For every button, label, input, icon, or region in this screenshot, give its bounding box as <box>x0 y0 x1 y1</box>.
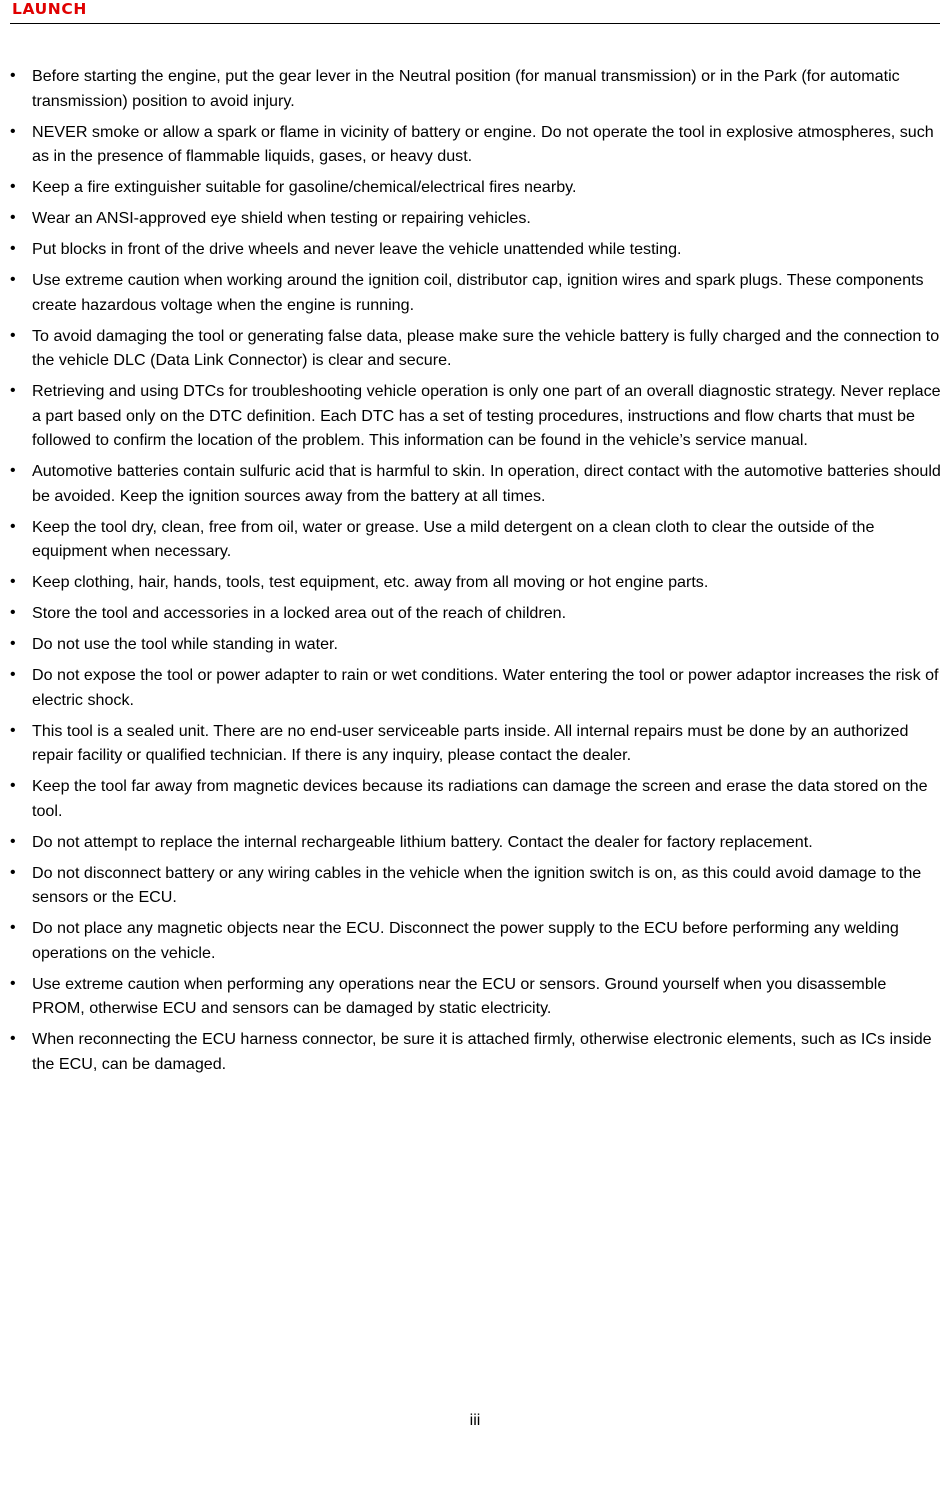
bullet-icon: • <box>10 240 16 257</box>
bullet-icon: • <box>10 832 16 850</box>
page-header <box>10 0 940 24</box>
list-item-text: Retrieving and using DTCs for troubleshooting vehicle operation is only one part of an overall diagnostic strategy. Never replace a part based only on the DTC definition. Each DTC has a set of testing procedures, instructions and flow charts that must be followed to confirm the location of the problem. This information can be found in the vehicle’s service manual. <box>32 382 941 449</box>
list-item-text: Do not disconnect battery or any wiring cables in the vehicle when the ignition switch is on, as this could avoid damage to the sensors or the ECU. <box>32 863 922 906</box>
bullet-icon: • <box>10 777 16 794</box>
list-item-text: Keep clothing, hair, hands, tools, test equipment, etc. away from all moving or hot engine parts. <box>32 573 709 591</box>
list-item-text: Do not use the tool while standing in water. <box>32 635 338 653</box>
list-item-text: Keep the tool far away from magnetic devices because its radiations can damage the screen and erase the data stored on the tool. <box>32 777 928 820</box>
bullet-icon: • <box>10 1030 16 1047</box>
list-item <box>9 459 941 508</box>
list-item <box>9 719 941 768</box>
list-item-text: NEVER smoke or allow a spark or flame in vicinity of battery or engine. Do not operate the tool in explosive atmospheres, such as in the presence of flammable liquids, gases, or heavy dust. <box>32 122 934 165</box>
list-item-text: Keep a fire extinguisher suitable for gasoline/chemical/electrical fires nearby. <box>32 178 577 196</box>
list-item-text: Use extreme caution when performing any operations near the ECU or sensors. Ground yourself when you disassemble PROM, otherwise ECU and sensors can be damaged by static electricity. <box>32 974 887 1017</box>
bullet-icon: • <box>10 919 16 936</box>
bullet-icon: • <box>10 122 16 140</box>
bullet-icon: • <box>10 271 16 288</box>
list-item <box>9 972 941 1021</box>
list-item <box>9 601 941 626</box>
list-item-text: Put blocks in front of the drive wheels and never leave the vehicle unattended while testing. <box>32 240 682 258</box>
bullet-icon: • <box>10 517 16 535</box>
list-item <box>9 64 941 113</box>
list-item <box>9 324 941 373</box>
bullet-icon: • <box>10 209 16 226</box>
list-item-text: Store the tool and accessories in a locked area out of the reach of children. <box>32 604 567 622</box>
list-item-text: When reconnecting the ECU harness connector, be sure it is attached firmly, otherwise electronic elements, such as ICs inside the ECU, can be damaged. <box>32 1030 932 1073</box>
list-item <box>9 379 941 453</box>
bullet-icon: • <box>10 863 16 881</box>
list-item-text: This tool is a sealed unit. There are no end-user serviceable parts inside. All internal repairs must be done by an authorized repair facility or qualified technician. If there is any inquiry, please contact the dealer. <box>32 721 909 764</box>
list-item-text: Automotive batteries contain sulfuric acid that is harmful to skin. In operation, direct contact with the automotive batteries should be avoided. Keep the ignition sources away from the battery at all times. <box>32 462 941 505</box>
list-item <box>9 916 941 965</box>
bullet-icon: • <box>10 573 16 590</box>
page-number: iii <box>469 1412 481 1429</box>
list-item <box>9 1027 941 1076</box>
list-item-text: Do not attempt to replace the internal rechargeable lithium battery. Contact the dealer for factory replacement. <box>32 832 813 851</box>
list-item-text: Before starting the engine, put the gear lever in the Neutral position (for manual transmission) or in the Park (for automatic transmission) position to avoid injury. <box>32 67 900 110</box>
list-item-text: Do not expose the tool or power adapter to rain or wet conditions. Water entering the tool or power adaptor increases the risk of electric shock. <box>32 666 939 709</box>
list-item <box>9 570 941 595</box>
bullet-icon: • <box>10 462 16 479</box>
list-item <box>9 268 941 317</box>
list-item <box>9 861 941 910</box>
bullet-icon: • <box>10 974 16 992</box>
bullet-icon: • <box>10 326 16 344</box>
bullet-icon: • <box>10 721 16 739</box>
list-item <box>9 237 941 262</box>
bullet-icon: • <box>10 604 16 621</box>
bullet-icon: • <box>10 635 16 652</box>
list-item <box>9 206 941 231</box>
safety-precautions-list <box>9 64 941 1083</box>
list-item-text: Do not place any magnetic objects near the ECU. Disconnect the power supply to the ECU before performing any welding operations on the vehicle. <box>32 919 899 962</box>
list-item <box>9 663 941 712</box>
list-item <box>9 774 941 823</box>
list-item <box>9 515 941 564</box>
list-item-text: Keep the tool dry, clean, free from oil, water or grease. Use a mild detergent on a clean cloth to clear the outside of the equipment when necessary. <box>32 517 875 560</box>
list-item-text: To avoid damaging the tool or generating false data, please make sure the vehicle battery is fully charged and the connection to the vehicle DLC (Data Link Connector) is clear and secure. <box>32 326 940 369</box>
bullet-icon: • <box>10 382 16 399</box>
bullet-icon: • <box>10 666 16 683</box>
list-item <box>9 120 941 169</box>
list-item <box>9 830 941 855</box>
list-item-text: Wear an ANSI-approved eye shield when testing or repairing vehicles. <box>32 209 531 227</box>
bullet-icon: • <box>10 67 16 84</box>
list-item-text: Use extreme caution when working around the ignition coil, distributor cap, ignition wires and spark plugs. These components create hazardous voltage when the engine is running. <box>32 271 924 314</box>
brand-logo: LAUNCH <box>12 0 87 18</box>
list-item <box>9 175 941 200</box>
bullet-icon: • <box>10 178 16 195</box>
list-item <box>9 632 941 657</box>
